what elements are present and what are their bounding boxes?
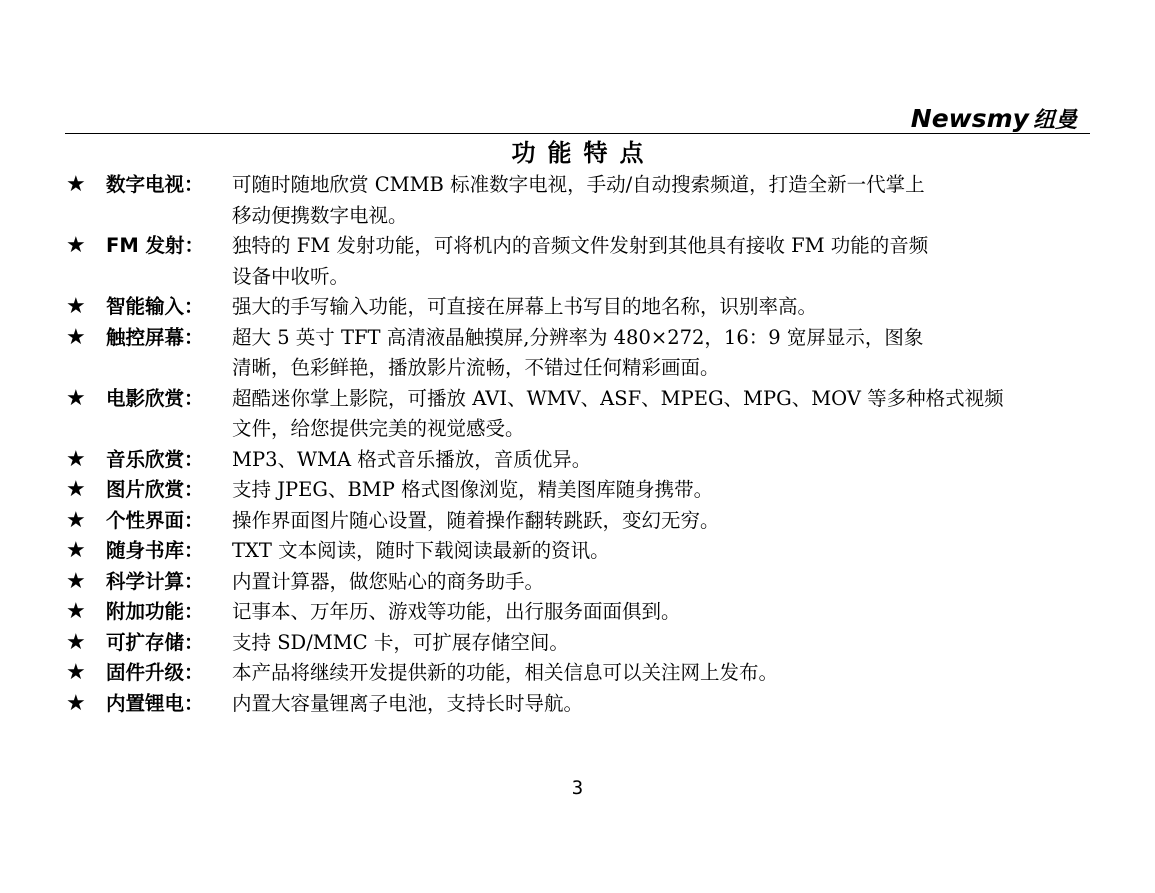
star-icon: ★ [66,385,86,411]
feature-item [66,506,1096,537]
brand-name-en: Newsmy [910,104,1029,133]
star-icon: ★ [66,172,86,197]
feature-list [66,170,1096,719]
feature-item [66,292,1096,323]
star-icon: ★ [66,477,86,502]
feature-label: 图片欣赏： [106,478,204,501]
feature-description-line: 支持 SD/MMC 卡，可扩展存储空间。 [232,630,569,654]
feature-description [232,445,1096,476]
feature-label: 科学计算： [106,569,204,593]
feature-description [232,292,1096,323]
feature-description-line: 内置大容量锂离子电池，支持长时导航。 [232,691,584,715]
feature-description-line: 记事本、万年历、游戏等功能，出行服务面面俱到。 [232,600,681,623]
feature-description [232,323,1096,384]
feature-description [232,536,1096,567]
feature-label: FM 发射： [106,234,205,257]
feature-description-line: 内置计算器，做您贴心的商务助手。 [232,569,545,593]
feature-label: 附加功能： [106,600,204,623]
feature-label: 随身书库： [106,539,204,562]
star-icon: ★ [66,660,86,685]
feature-description-line: 超酷迷你掌上影院，可播放 AVI、WMV、ASF、MPEG、MPG、MOV 等多种格式视频 [232,386,1004,410]
feature-description-line: 本产品将继续开发提供新的功能，相关信息可以关注网上发布。 [232,661,779,684]
feature-item [66,323,1096,384]
feature-label: 音乐欣赏： [106,447,204,471]
feature-description [232,628,1096,659]
feature-item [66,658,1096,689]
feature-label: 智能输入： [106,295,204,318]
feature-description [232,689,1096,720]
feature-description-line: 清晰，色彩鲜艳，播放影片流畅，不错过任何精彩画面。 [232,356,720,379]
feature-description-line: MP3、WMA 格式音乐播放，音质优异。 [232,447,592,471]
star-icon: ★ [66,690,86,716]
page-title: 功能特点 [511,139,656,167]
feature-item [66,475,1096,506]
feature-description-line: 支持 JPEG、BMP 格式图像浏览，精美图库随身携带。 [232,478,714,501]
feature-item [66,689,1096,720]
feature-description-line: 移动便携数字电视。 [232,203,408,227]
feature-description-line: 设备中收听。 [232,264,350,288]
feature-label: 电影欣赏： [106,386,204,410]
feature-item [66,384,1096,445]
feature-item [66,445,1096,476]
feature-description-line: 独特的 FM 发射功能，可将机内的音频文件发射到其他具有接收 FM 功能的音频 [232,234,929,257]
brand-name-cn: 纽曼 [1032,108,1077,133]
feature-label: 内置锂电： [106,691,204,715]
feature-description [232,567,1096,598]
feature-description [232,475,1096,506]
feature-description [232,597,1096,628]
star-icon: ★ [66,599,86,624]
feature-description [232,658,1096,689]
feature-description [232,384,1096,445]
star-icon: ★ [66,446,86,472]
page-number: 3 [571,777,584,799]
feature-item [66,567,1096,598]
star-icon: ★ [66,294,86,319]
star-icon: ★ [66,538,86,563]
feature-label: 可扩存储： [106,630,204,654]
feature-description [232,231,1096,292]
feature-item [66,170,1096,231]
feature-item [66,536,1096,567]
feature-label: 固件升级： [106,661,204,684]
brand-logo [911,104,1077,136]
star-icon: ★ [66,324,86,350]
feature-item [66,628,1096,659]
feature-description-line: 可随时随地欣赏 CMMB 标准数字电视，手动/自动搜索频道，打造全新一代掌上 [232,173,925,196]
star-icon: ★ [66,629,86,655]
star-icon: ★ [66,233,86,258]
feature-description-line: TXT 文本阅读，随时下载阅读最新的资讯。 [232,539,610,562]
feature-item [66,231,1096,292]
feature-description-line: 操作界面图片随心设置，随着操作翻转跳跃，变幻无穷。 [232,508,720,532]
star-icon: ★ [66,568,86,594]
feature-description [232,506,1096,537]
feature-label: 数字电视： [106,173,204,196]
feature-description-line: 强大的手写输入功能，可直接在屏幕上书写目的地名称，识别率高。 [232,295,818,318]
feature-description [232,170,1096,231]
feature-label: 触控屏幕： [106,325,204,349]
star-icon: ★ [66,507,86,533]
feature-label: 个性界面： [106,508,204,532]
feature-description-line: 超大 5 英寸 TFT 高清液晶触摸屏,分辨率为 480×272，16：9 宽屏显示，图象 [232,325,924,349]
feature-item [66,597,1096,628]
feature-description-line: 文件，给您提供完美的视觉感受。 [232,417,525,440]
header-rule [65,133,1090,134]
